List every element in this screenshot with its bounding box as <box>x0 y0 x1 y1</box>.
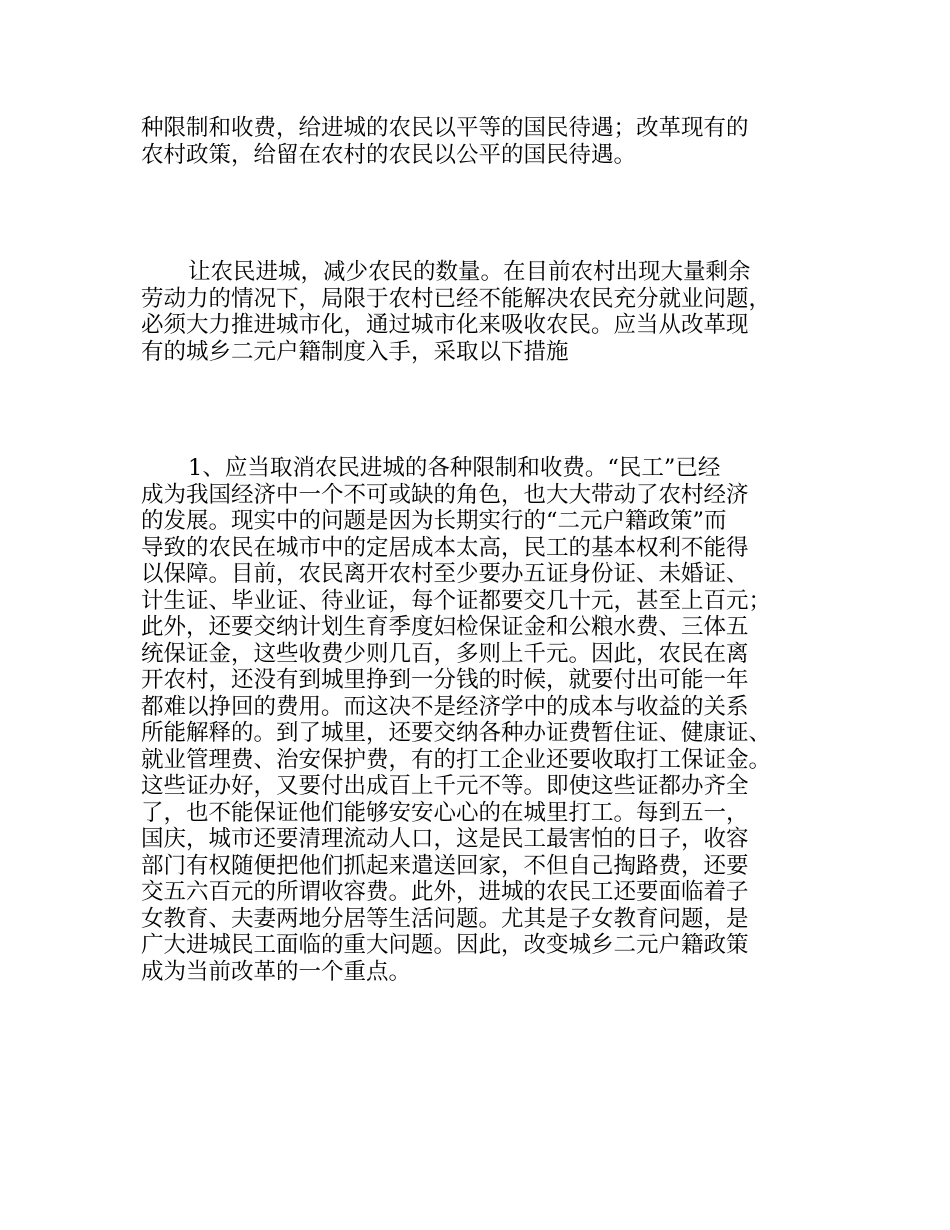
text-line: 国庆，城市还要清理流动人口，这是民工最害怕的日子，收容 <box>141 826 749 852</box>
text-line: 种限制和收费，给进城的农民以平等的国民待遇；改革现有的 <box>141 115 749 141</box>
text-line: 都难以挣回的费用。而这决不是经济学中的成本与收益的关系 <box>141 693 749 720</box>
text-line: 导致的农民在城市中的定居成本太高，民工的基本权利不能得 <box>141 534 749 561</box>
text-line: 部门有权随便把他们抓起来遣送回家，不但自己掏路费，还要 <box>141 852 749 879</box>
text-line: 必须大力推进城市化，通过城市化来吸收农民。应当从改革现 <box>141 312 749 338</box>
text-line: 计生证、毕业证、待业证，每个证都要交几十元，甚至上百元； <box>141 587 772 614</box>
text-line: 有的城乡二元户籍制度入手，采取以下措施 <box>141 338 569 365</box>
text-line: 广大进城民工面临的重大问题。因此，改变城乡二元户籍政策 <box>141 932 749 958</box>
text-line: 女教育、夫妻两地分居等生活问题。尤其是子女教育问题，是 <box>141 905 749 932</box>
text-line: 此外，还要交纳计划生育季度妇检保证金和公粮水费、三体五 <box>141 614 749 640</box>
text-line: 交五六百元的所谓收容费。此外，进城的农民工还要面临着子 <box>141 879 749 905</box>
text-line: 这些证办好，又要付出成百上千元不等。即使这些证都办齐全 <box>141 773 749 799</box>
text-line: 劳动力的情况下，局限于农村已经不能解决农民充分就业问题， <box>141 285 772 312</box>
paragraph-continuation <box>141 115 816 168</box>
text-line: 了，也不能保证他们能够安安心心的在城里打工。每到五一， <box>141 799 749 826</box>
text-line: 成为我国经济中一个不可或缺的角色，也大大带动了农村经济 <box>141 481 749 508</box>
text-line: 的发展。现实中的问题是因为长期实行的“二元户籍政策”而 <box>141 508 727 534</box>
paragraph-farmers-into-cities <box>141 259 816 365</box>
text-line: 就业管理费、治安保护费，有的打工企业还要收取打工保证金。 <box>141 746 772 773</box>
text-line: 以保障。目前，农民离开农村至少要办五证身份证、未婚证、 <box>141 561 749 587</box>
text-line: 所能解释的。到了城里，还要交纳各种办证费暂住证、健康证、 <box>141 720 772 746</box>
paragraph-measure-1 <box>141 455 816 985</box>
text-line: 让农民进城，减少农民的数量。在目前农村出现大量剩余 <box>188 259 751 285</box>
text-line: 成为当前改革的一个重点。 <box>141 958 412 985</box>
text-line: 统保证金，这些收费少则几百，多则上千元。因此，农民在离 <box>141 640 749 667</box>
text-line: 农村政策，给留在农村的农民以公平的国民待遇。 <box>141 141 637 168</box>
text-line: 1、应当取消农民进城的各种限制和收费。“民工”已经 <box>188 455 721 481</box>
text-line: 开农村，还没有到城里挣到一分钱的时候，就要付出可能一年 <box>141 667 749 693</box>
